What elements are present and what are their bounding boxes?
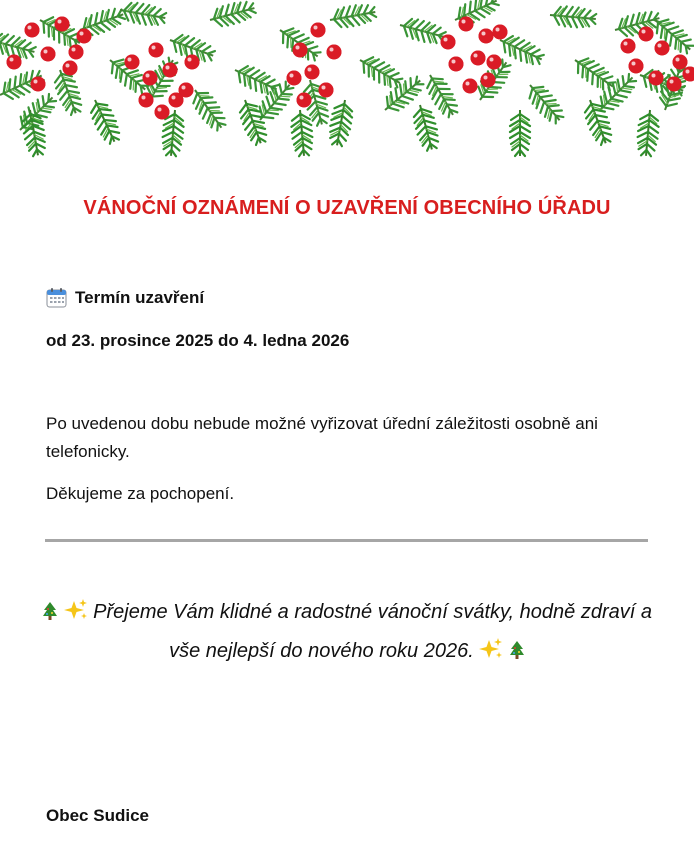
closure-dates: od 23. prosince 2025 do 4. ledna 2026 [46,331,350,350]
garland-decoration [0,0,694,165]
closure-heading-label: Termín uzavření [75,287,205,307]
sparkles-icon [64,599,88,621]
notice-title: VÁNOČNÍ OZNÁMENÍ O UZAVŘENÍ OBECNÍHO ÚŘADU [83,197,611,219]
sparkles-icon [479,638,503,660]
closure-heading [46,287,204,308]
signature: Obec Sudice [46,806,149,825]
christmas-tree-icon [42,601,58,621]
divider [45,539,648,542]
thanks-paragraph: Děkujeme za pochopení. [46,484,235,503]
holiday-wish-text: Přejeme Vám klidné a radostné vánoční svátky, hodně zdraví a vše nejlepší do nového roku 2026. [93,601,652,662]
unavailable-paragraph: Po uvedenou dobu nebude možné vyřizovat úřední záležitosti osobně ani telefonicky. [46,414,598,461]
christmas-tree-icon [509,640,525,660]
holiday-wish [40,593,654,671]
calendar-icon [46,287,67,308]
